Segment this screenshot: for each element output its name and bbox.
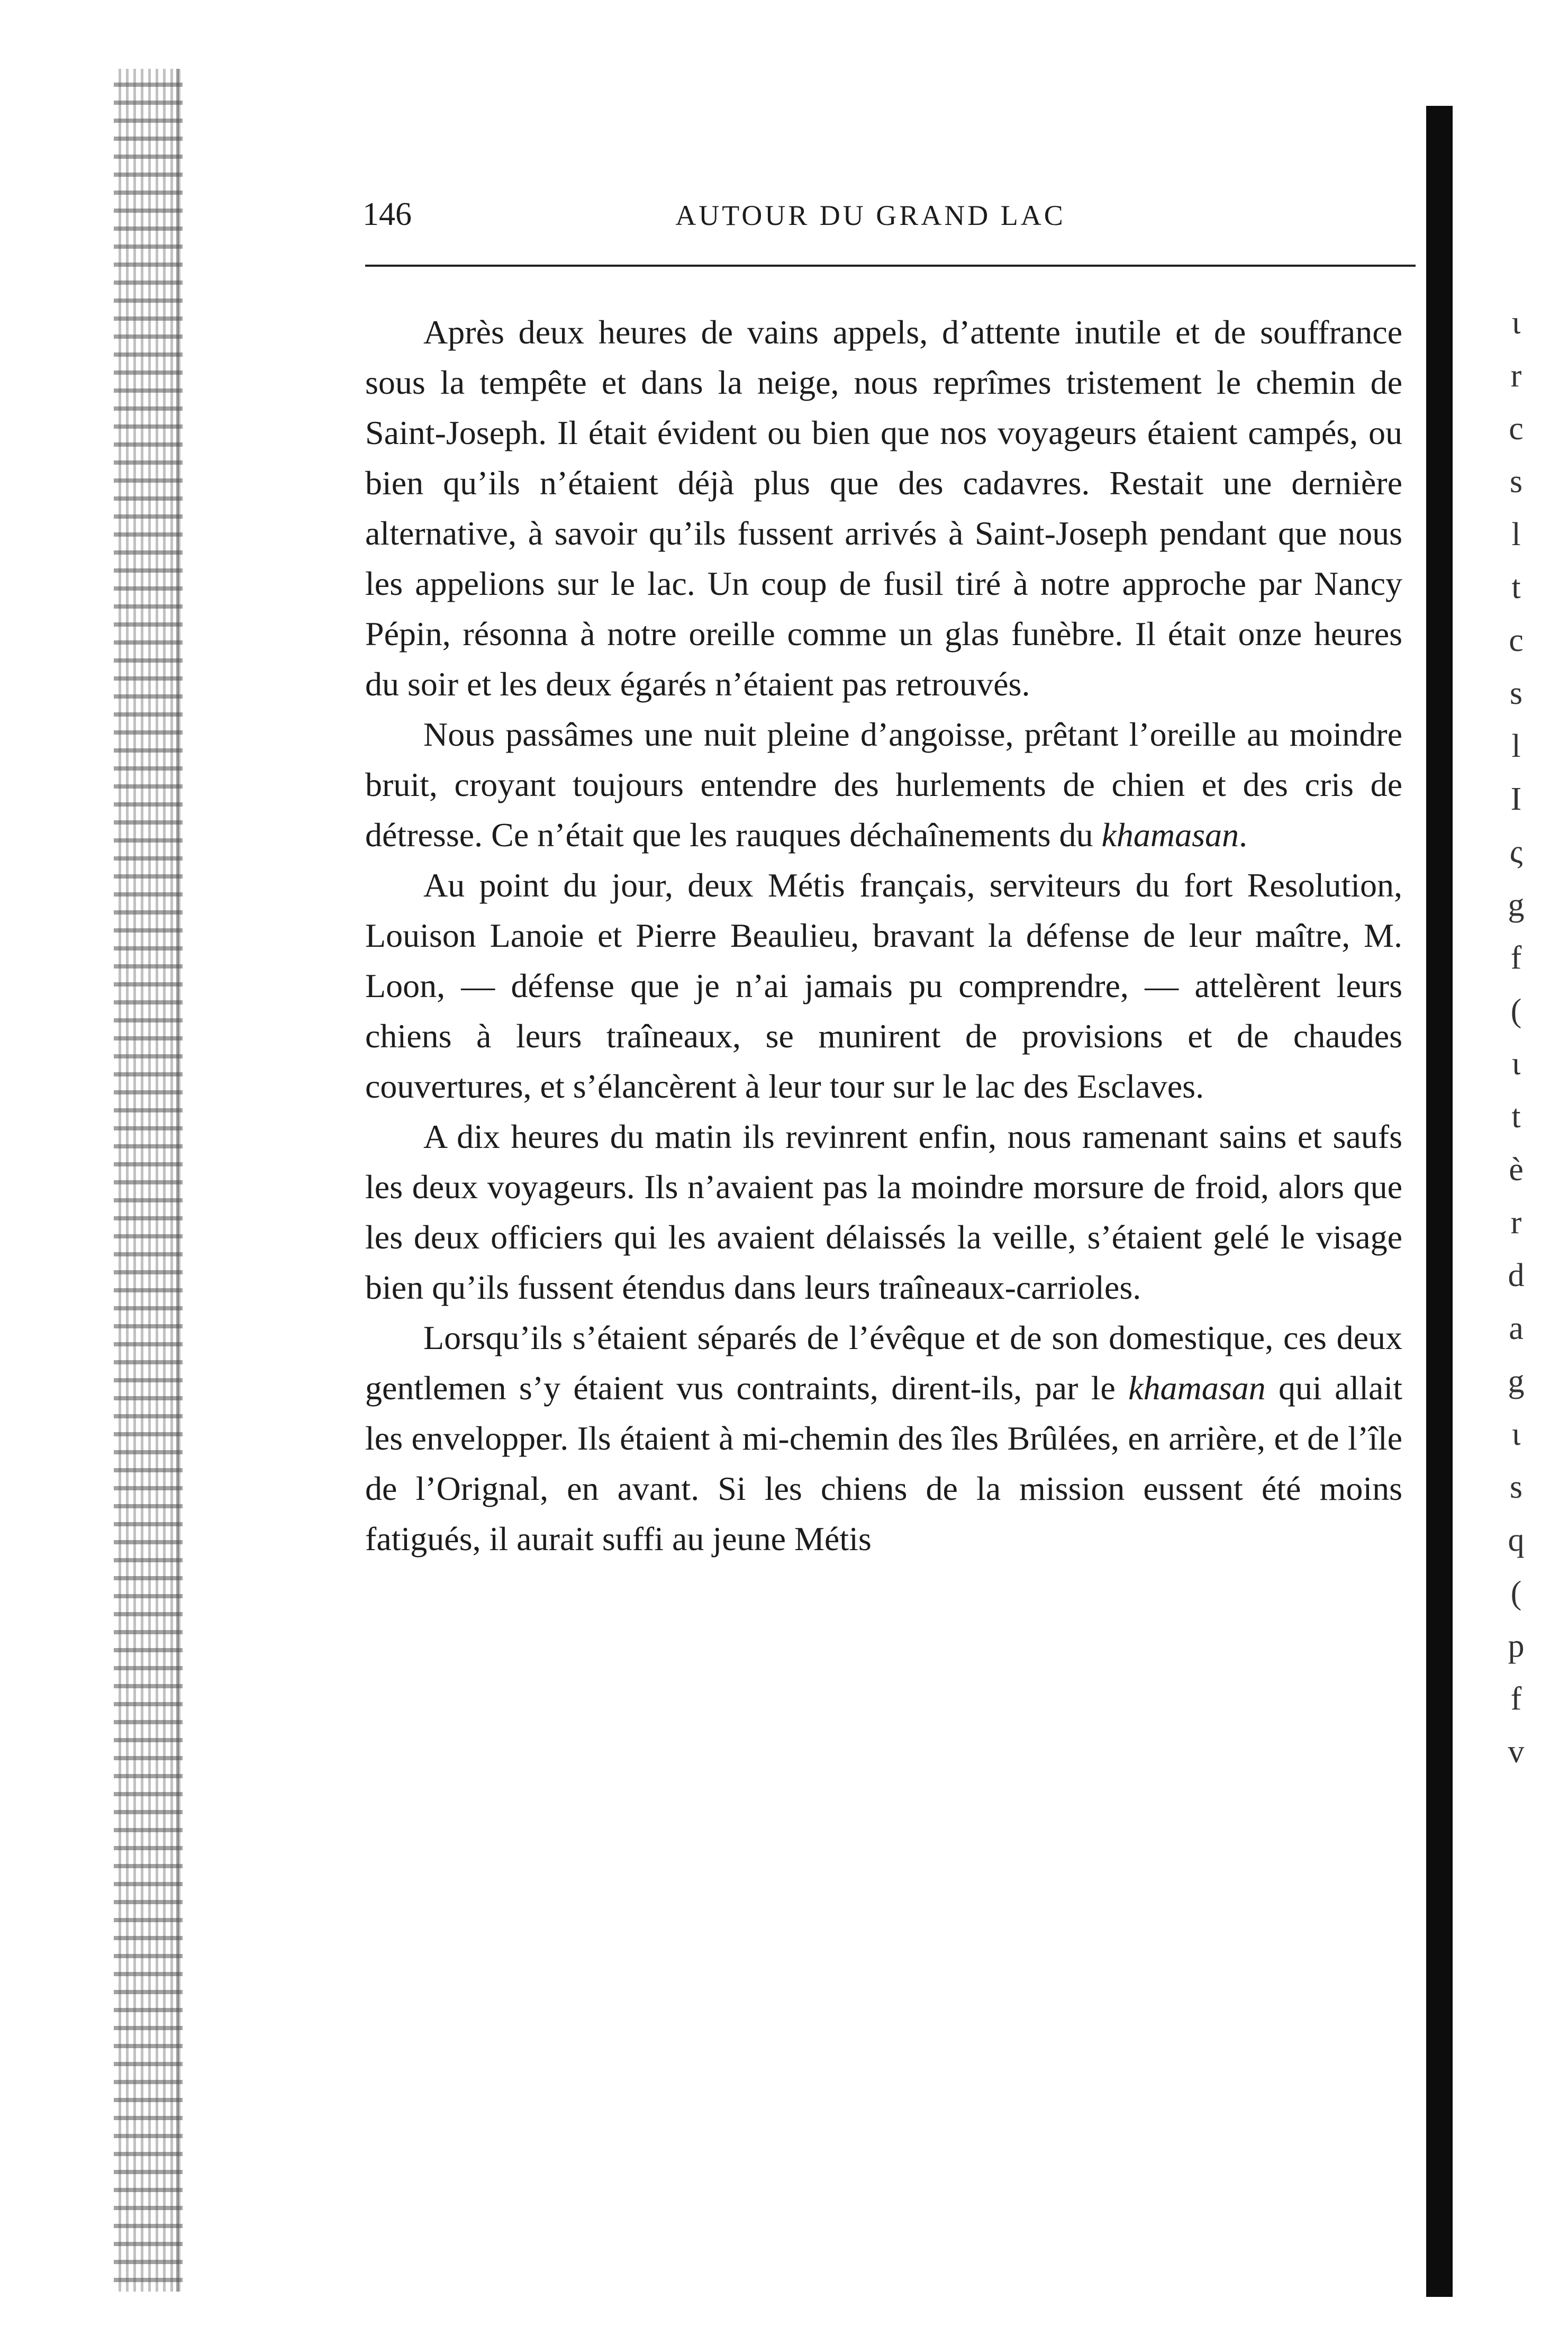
paragraph-1 xyxy=(365,307,1402,709)
fragment-glyph: s xyxy=(1509,675,1523,711)
fragment-glyph: l xyxy=(1511,517,1521,553)
fragment-glyph: ι xyxy=(1511,1046,1521,1082)
fragment-glyph: I xyxy=(1510,781,1522,817)
header-rule xyxy=(365,265,1416,267)
paragraph-text: A dix heures du matin ils revinrent enfin, nous ramenant sains et saufs les deux voyageurs. Ils n’avaient pas la moindre morsure de froid, alors que les deux officiers qui les avaient délaissés la veille, s’étaient gelé le visage bien qu’ils fussent étendus dans leurs traîneaux-carrioles. xyxy=(365,1118,1402,1306)
fragment-glyph: ι xyxy=(1511,1416,1521,1452)
fragment-glyph: r xyxy=(1510,358,1522,394)
fragment-glyph: ς xyxy=(1509,834,1523,870)
paragraph-2 xyxy=(365,709,1402,860)
paragraph-5 xyxy=(365,1313,1402,1564)
fragment-glyph: l xyxy=(1511,728,1521,764)
fragment-glyph: ι xyxy=(1511,305,1521,341)
fragment-glyph: q xyxy=(1508,1522,1525,1558)
fragment-glyph: c xyxy=(1509,622,1524,658)
fragment-glyph: d xyxy=(1508,1257,1525,1293)
italic-term: khamasan xyxy=(1101,816,1239,854)
fragment-glyph: c xyxy=(1509,411,1524,447)
fragment-glyph: ( xyxy=(1510,1575,1522,1611)
binding-shadow xyxy=(114,69,183,2292)
fragment-glyph: g xyxy=(1508,1363,1525,1399)
fragment-glyph: t xyxy=(1511,1099,1521,1135)
italic-term: khamasan xyxy=(1128,1369,1266,1407)
paragraph-text: Lorsqu’ils s’étaient séparés de l’évêque et de son domestique, ces deux gentlemen s’y étaient vus contraints, dirent-ils, par le xyxy=(365,1319,1402,1407)
paragraph-4 xyxy=(365,1111,1402,1313)
fragment-glyph: r xyxy=(1510,1205,1522,1241)
paragraph-3 xyxy=(365,860,1402,1111)
paragraph-text: Au point du jour, deux Métis français, serviteurs du fort Resolution, Louison Lanoie et Pierre Beaulieu, bravant la défense de leur maître, M. Loon, — défense que je n’ai jamais pu comprendre, — attelèrent leurs chiens à leurs traîneaux, se munirent de provisions et de chaudes couvertures, et s’élancèrent à leur tour sur le lac des Esclaves. xyxy=(365,866,1402,1105)
fragment-glyph: t xyxy=(1511,569,1521,605)
running-title: AUTOUR DU GRAND LAC xyxy=(675,200,1066,231)
fragment-glyph: f xyxy=(1510,1681,1522,1717)
adjacent-page-fragment xyxy=(1482,296,1551,1770)
fragment-glyph: v xyxy=(1508,1734,1525,1770)
page-header xyxy=(362,196,1379,243)
fragment-glyph: ( xyxy=(1510,993,1522,1029)
fragment-glyph: è xyxy=(1509,1152,1524,1188)
page-gutter-shadow xyxy=(1426,106,1453,2297)
paragraph-text: Nous passâmes une nuit pleine d’angoisse, prêtant l’oreille au moindre bruit, croyant toujours entendre des hurlements de chien et des cris de détresse. Ce n’était que les rauques déchaînements du xyxy=(365,716,1402,854)
fragment-glyph: p xyxy=(1508,1628,1525,1664)
paragraph-text: Après deux heures de vains appels, d’attente inutile et de souffrance sous la tempête et dans la neige, nous reprîmes tristement le chemin de Saint-Joseph. Il était évident ou bien que nos voyageurs étaient campés, ou bien qu’ils n’étaient déjà plus que des cadavres. Restait une dernière alternative, à savoir qu’ils fussent arrivés à Saint-Joseph pendant que nous les appelions sur le lac. Un coup de fusil tiré à notre approche par Nancy Pépin, résonna à notre oreille comme un glas funèbre. Il était onze heures du soir et les deux égarés n’étaient pas retrouvés. xyxy=(365,313,1402,703)
paragraph-text: . xyxy=(1239,816,1248,854)
paragraph-text: qui allait les envelopper. Ils étaient à mi-chemin des îles Brûlées, en arrière, et de l’île de l’Orignal, en avant. Si les chiens de la mission eussent été moins fatigués, il aurait suffi au jeune Métis xyxy=(365,1369,1403,1558)
fragment-glyph: g xyxy=(1508,887,1525,923)
body-text xyxy=(365,307,1402,1564)
fragment-glyph: s xyxy=(1509,1469,1523,1505)
fragment-glyph: s xyxy=(1509,464,1523,500)
page-number: 146 xyxy=(362,196,412,232)
fragment-glyph: a xyxy=(1509,1310,1524,1346)
binding-edge-line xyxy=(176,69,179,2292)
fragment-glyph: f xyxy=(1510,940,1522,976)
